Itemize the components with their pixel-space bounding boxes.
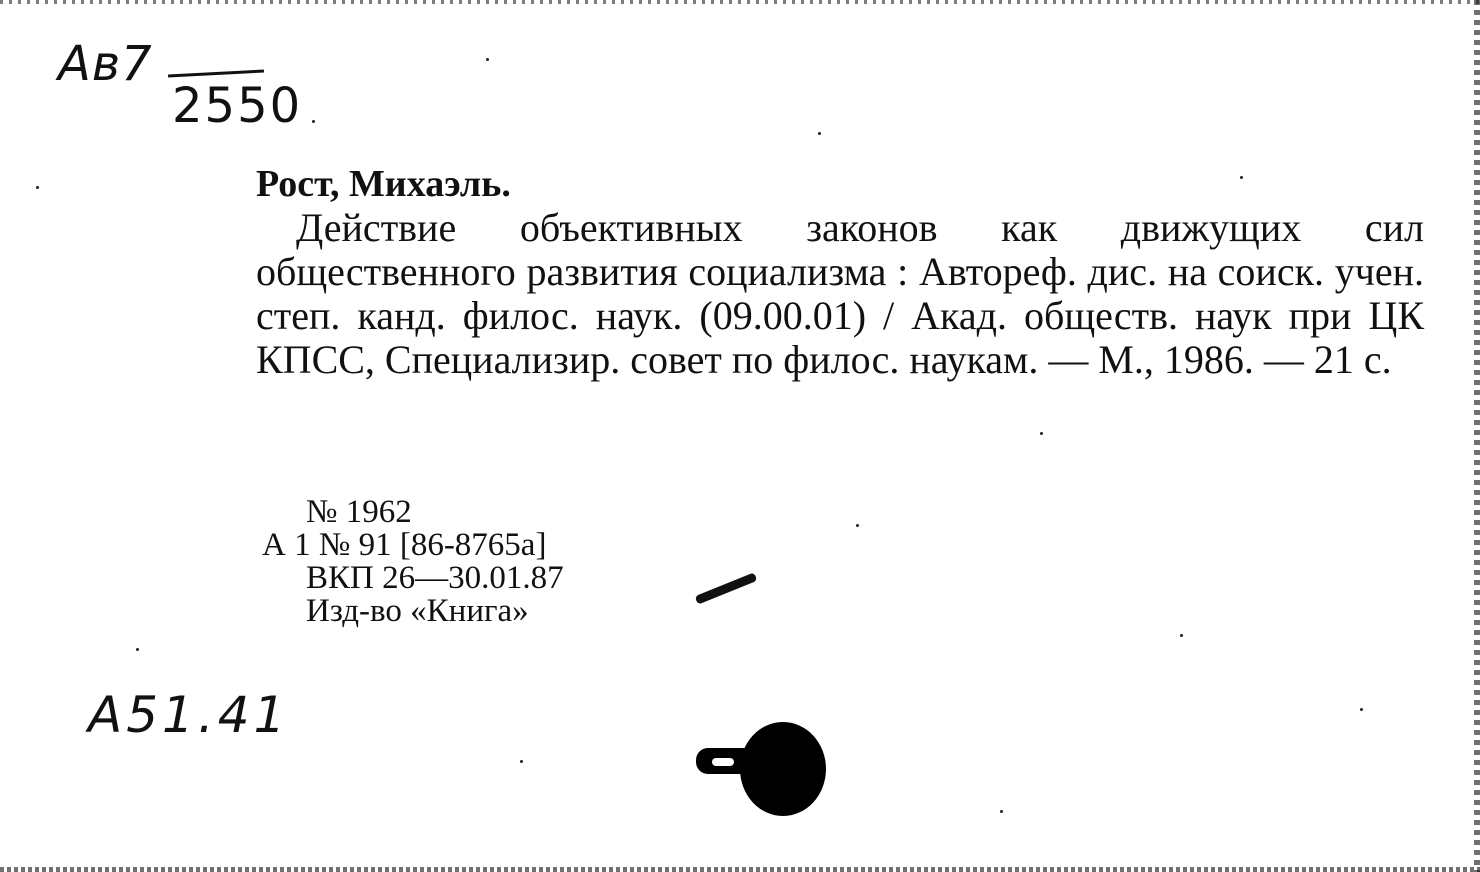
scan-speck [1240,176,1243,179]
bibliographic-entry [256,162,1424,382]
scan-speck [1360,708,1363,711]
scan-speck [136,648,139,651]
index-line: 1 № 91 [86-8765а] [294,527,547,563]
scan-speck [856,524,859,527]
scan-speck [312,120,315,123]
publisher-line: Изд-во «Книга» [306,593,529,629]
entry-description: Действие объективных законов как движущих сил общественного развития социализма : Автореф. дис. на соиск. учен. степ. канд. филос. наук. (09.00.01) / Акад. обществ. наук при ЦК КПСС, Специализир. совет по филос. наукам. — М., 1986. — 21 с. [256,205,1424,382]
shelf-mark-prefix: Ав7 [58,36,153,92]
card-right-edge [1474,0,1480,872]
card-bottom-edge [0,867,1480,872]
index-line-row [262,529,564,562]
index-prefix: А [262,527,286,563]
scan-speck [818,132,821,135]
punch-hole-notch [712,758,734,766]
card-imprint [262,496,564,628]
record-number: № 1962 [306,494,412,530]
shelf-mark-number: 2550 [172,78,303,134]
pen-stroke-mark [695,572,758,604]
scan-speck [1040,432,1043,435]
scan-speck [1180,634,1183,637]
scan-speck [36,186,39,189]
shelf-mark-rule [168,69,264,77]
scan-speck [486,58,489,61]
classification-code: А51.41 [88,686,290,744]
card-top-edge [0,0,1480,4]
scan-speck [520,760,523,763]
punch-hole [740,722,826,816]
vkp-line: ВКП 26—30.01.87 [306,560,564,596]
scan-speck [1000,810,1003,813]
entry-author: Рост, Михаэль. [256,163,511,205]
